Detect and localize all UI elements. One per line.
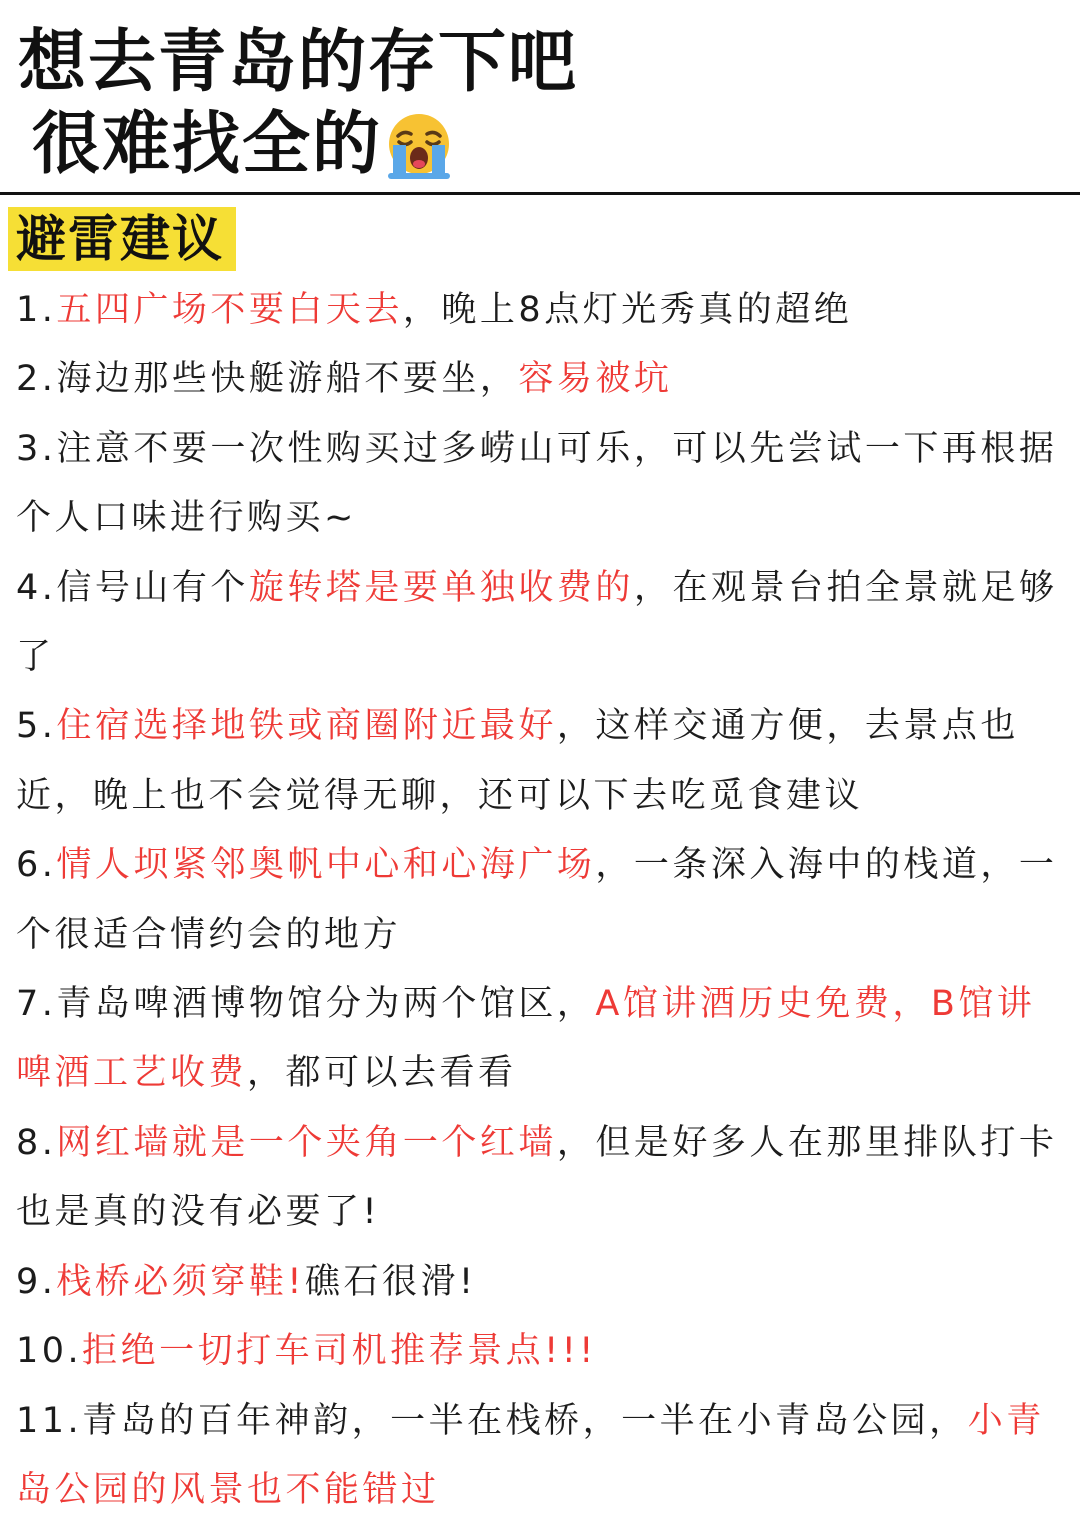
tip-text: 注意不要一次性购买过多崂山可乐，可以先尝试一下再根据个人口味进行购买~ <box>16 428 1058 539</box>
tip-highlight-text: 网红墙就是一个夹角一个红墙 <box>56 1122 557 1163</box>
tip-item <box>16 970 1066 1109</box>
tip-number: 9. <box>16 1261 57 1302</box>
tip-highlight-text: 容易被坑 <box>518 359 673 400</box>
tip-text: ，但是好多人在那里排队打卡也是真的没有必要了! <box>16 1122 1058 1233</box>
tip-item <box>16 692 1066 831</box>
tip-text: 青岛啤酒博物馆分为两个馆区， <box>56 984 596 1025</box>
loudly-crying-face-icon <box>384 111 454 179</box>
tip-item <box>16 345 1066 414</box>
tip-number: 10. <box>16 1331 83 1372</box>
tip-item <box>16 1109 1066 1248</box>
tip-text: ，这样交通方便，去景点也近，晚上也不会觉得无聊，还可以下去吃觅食建议 <box>16 706 1019 816</box>
tip-item <box>16 1387 1066 1526</box>
tip-highlight-text: 五四广场不要白天去 <box>56 290 403 330</box>
tip-number: 6. <box>16 845 57 886</box>
tip-number: 11. <box>16 1400 83 1441</box>
tip-text: ，晚上8点灯光秀真的超绝 <box>402 290 853 330</box>
tip-number: 8. <box>16 1122 57 1163</box>
page-title <box>18 22 578 186</box>
tip-highlight-text: 小青岛公园的风景也不能错过 <box>16 1400 1045 1510</box>
tip-text: 信号山有个 <box>56 567 249 608</box>
tip-item <box>16 1248 1066 1317</box>
tip-text: 青岛的百年神韵，一半在栈桥，一半在小青岛公园， <box>82 1400 968 1441</box>
tip-highlight-text: 旋转塔是要单独收费的 <box>248 567 634 608</box>
tip-highlight-text: 拒绝一切打车司机推荐景点!!! <box>82 1331 597 1372</box>
title-line-2-text: 很难找全的 <box>32 105 383 184</box>
tip-text: 礁石很滑! <box>304 1261 477 1302</box>
tip-highlight-text: 住宿选择地铁或商圈附近最好 <box>56 706 557 747</box>
tip-number: 7. <box>16 984 57 1025</box>
tip-item <box>16 415 1066 554</box>
tip-item <box>16 554 1066 693</box>
section-title: 避雷建议 <box>8 207 236 271</box>
title-line-2 <box>18 104 578 186</box>
title-line-1: 想去青岛的存下吧 <box>18 23 579 102</box>
tip-number: 3. <box>16 428 57 469</box>
tip-item <box>16 1317 1066 1386</box>
tip-text: ，一条深入海中的栈道，一个很适合情约会的地方 <box>16 845 1058 955</box>
tip-number: 5. <box>16 706 57 747</box>
tip-text: ，在观景台拍全景就足够了 <box>16 567 1058 678</box>
tip-highlight-text: 栈桥必须穿鞋! <box>56 1261 305 1302</box>
tip-item <box>16 276 1066 345</box>
tip-text: 海边那些快艇游船不要坐， <box>56 359 519 400</box>
tip-highlight-text: 情人坝紧邻奥帆中心和心海广场 <box>56 845 596 886</box>
tips-list <box>16 276 1066 1525</box>
tip-number: 2. <box>16 359 57 400</box>
tip-text: ，都可以去看看 <box>247 1053 517 1094</box>
tip-highlight-text: A馆讲酒历史免费，B馆讲啤酒工艺收费 <box>16 984 1036 1094</box>
tip-number: 1. <box>16 290 57 330</box>
tip-number: 4. <box>16 567 57 608</box>
tip-item <box>16 831 1066 970</box>
header-divider <box>0 192 1080 195</box>
